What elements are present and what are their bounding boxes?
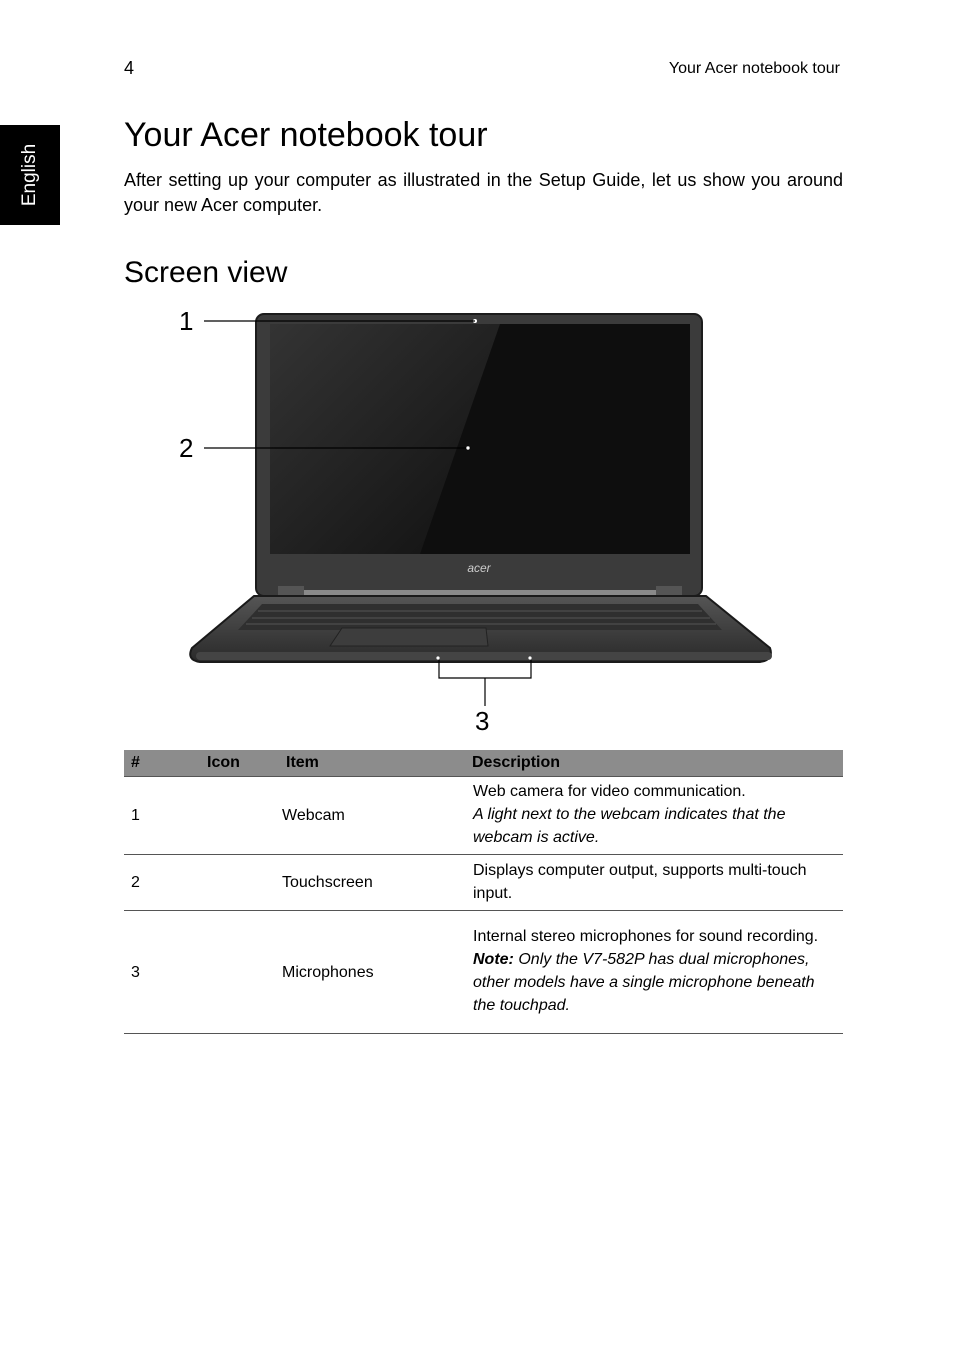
table-row bbox=[124, 911, 843, 1034]
intro-paragraph: After setting up your computer as illustrated in the Setup Guide, let us show you around your new Acer computer. bbox=[124, 170, 843, 215]
row-number: 3 bbox=[124, 911, 203, 1034]
touchpad bbox=[330, 628, 488, 646]
page-title: Your Acer notebook tour bbox=[124, 116, 488, 154]
running-header: Your Acer notebook tour bbox=[668, 60, 840, 77]
callout-1: 1 bbox=[179, 306, 194, 336]
table-row bbox=[124, 855, 843, 911]
row-number: 1 bbox=[124, 777, 203, 855]
laptop-illustration bbox=[170, 300, 790, 745]
section-title: Screen view bbox=[124, 256, 288, 289]
table-row bbox=[124, 777, 843, 855]
components-table bbox=[124, 750, 843, 1034]
col-header-number: # bbox=[124, 750, 203, 777]
note-label: Note: bbox=[473, 951, 514, 968]
description-text: Internal stereo microphones for sound recording. bbox=[473, 928, 819, 945]
row-icon bbox=[203, 911, 282, 1034]
callout-2: 2 bbox=[179, 433, 194, 463]
screen-view-figure bbox=[170, 300, 790, 745]
row-item: Microphones bbox=[282, 911, 468, 1034]
microphone-left bbox=[436, 656, 439, 659]
table-header-row bbox=[124, 750, 843, 777]
row-description bbox=[468, 911, 843, 1034]
col-header-item: Item bbox=[282, 750, 468, 777]
note-text: Only the V7-582P has dual microphones, other models have a single microphone beneath the touchpad. bbox=[473, 951, 815, 1014]
language-tab-label: English bbox=[19, 143, 40, 207]
row-description bbox=[468, 777, 843, 855]
row-icon bbox=[203, 777, 282, 855]
page-number: 4 bbox=[124, 58, 135, 78]
description-italic: A light next to the webcam indicates that the webcam is active. bbox=[473, 806, 786, 846]
description-text: Web camera for video communication. bbox=[473, 783, 746, 800]
row-number: 2 bbox=[124, 855, 203, 911]
row-item: Touchscreen bbox=[282, 855, 468, 911]
col-header-description: Description bbox=[468, 750, 843, 777]
acer-logo: acer bbox=[467, 561, 491, 575]
row-icon bbox=[203, 855, 282, 911]
microphone-right bbox=[528, 656, 531, 659]
language-tab bbox=[0, 125, 60, 225]
col-header-icon: Icon bbox=[203, 750, 282, 777]
row-item: Webcam bbox=[282, 777, 468, 855]
row-description bbox=[468, 855, 843, 911]
description-note bbox=[473, 948, 833, 1017]
description-text: Displays computer output, supports multi-touch input. bbox=[473, 861, 807, 902]
callout-3: 3 bbox=[475, 706, 490, 736]
